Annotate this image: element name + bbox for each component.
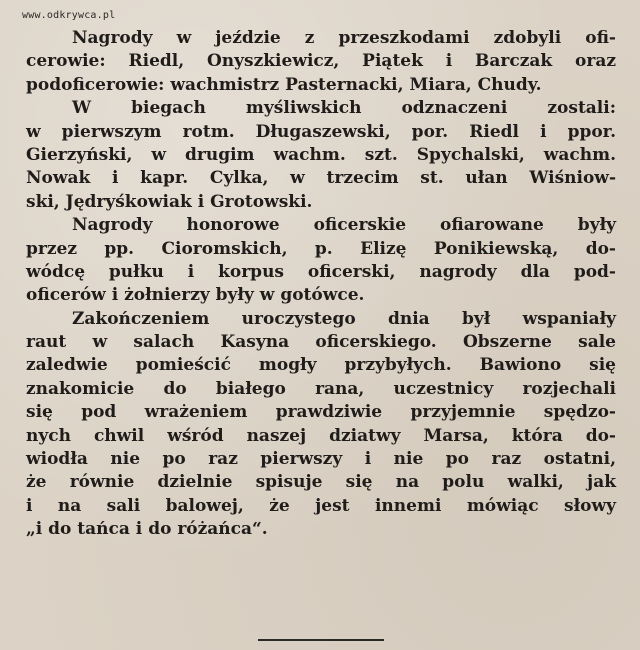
article-line: Nagrody honorowe oficerskie ofiarowane były [72,215,616,236]
article-line: Gierzyński, w drugim wachm. szt. Spychalski, wachm. [26,144,616,165]
article-line: Nagrody w jeździe z przeszkodami zdobyli ofi- [72,28,616,48]
article-line: cerowie: Riedl, Onyszkiewicz, Piątek i Barczak oraz [26,51,616,72]
article-line: Nowak i kapr. Cylka, w trzecim st. ułan Wiśniow- [26,168,616,189]
article-line: W biegach myśliwskich odznaczeni zostali: [72,98,616,119]
article-line: wiodła nie po raz pierwszy i nie po raz ostatni, [26,449,616,470]
article-line: przez pp. Cioromskich, p. Elizę Ponikiewską, do- [26,238,616,259]
article-line: się pod wrażeniem prawdziwie przyjemnie spędzo- [26,402,616,423]
article-line: ski, Jędryśkowiak i Grotowski. [26,191,313,212]
article-body [26,27,616,542]
article-line: i na sali balowej, że jest innemi mówiąc słowy [26,495,616,516]
article-line: wódcę pułku i korpus oficerski, nagrody dla pod- [26,261,616,282]
article-line: raut w salach Kasyna oficerskiego. Obszerne sale [26,332,616,353]
article-line: oficerów i żołnierzy były w gotówce. [26,285,365,306]
article-line: w pierwszym rotm. Długaszewski, por. Riedl i ppor. [26,121,616,142]
article-line: podoficerowie: wachmistrz Pasternacki, Miara, Chudy. [26,74,542,95]
article-line: nych chwil wśród naszej dziatwy Marsa, która do- [26,425,616,446]
article-line: znakomicie do białego rana, uczestnicy rozjechali [26,378,616,399]
article-line: zaledwie pomieścić mogły przybyłych. Bawiono się [26,355,616,376]
section-divider [258,639,384,641]
article-line: że równie dzielnie spisuje się na polu walki, jak [26,472,616,493]
article-line: Zakończeniem uroczystego dnia był wspaniały [72,308,616,329]
watermark-text: www.odkrywca.pl [22,10,116,21]
article-line: „i do tańca i do różańca“. [26,519,268,540]
